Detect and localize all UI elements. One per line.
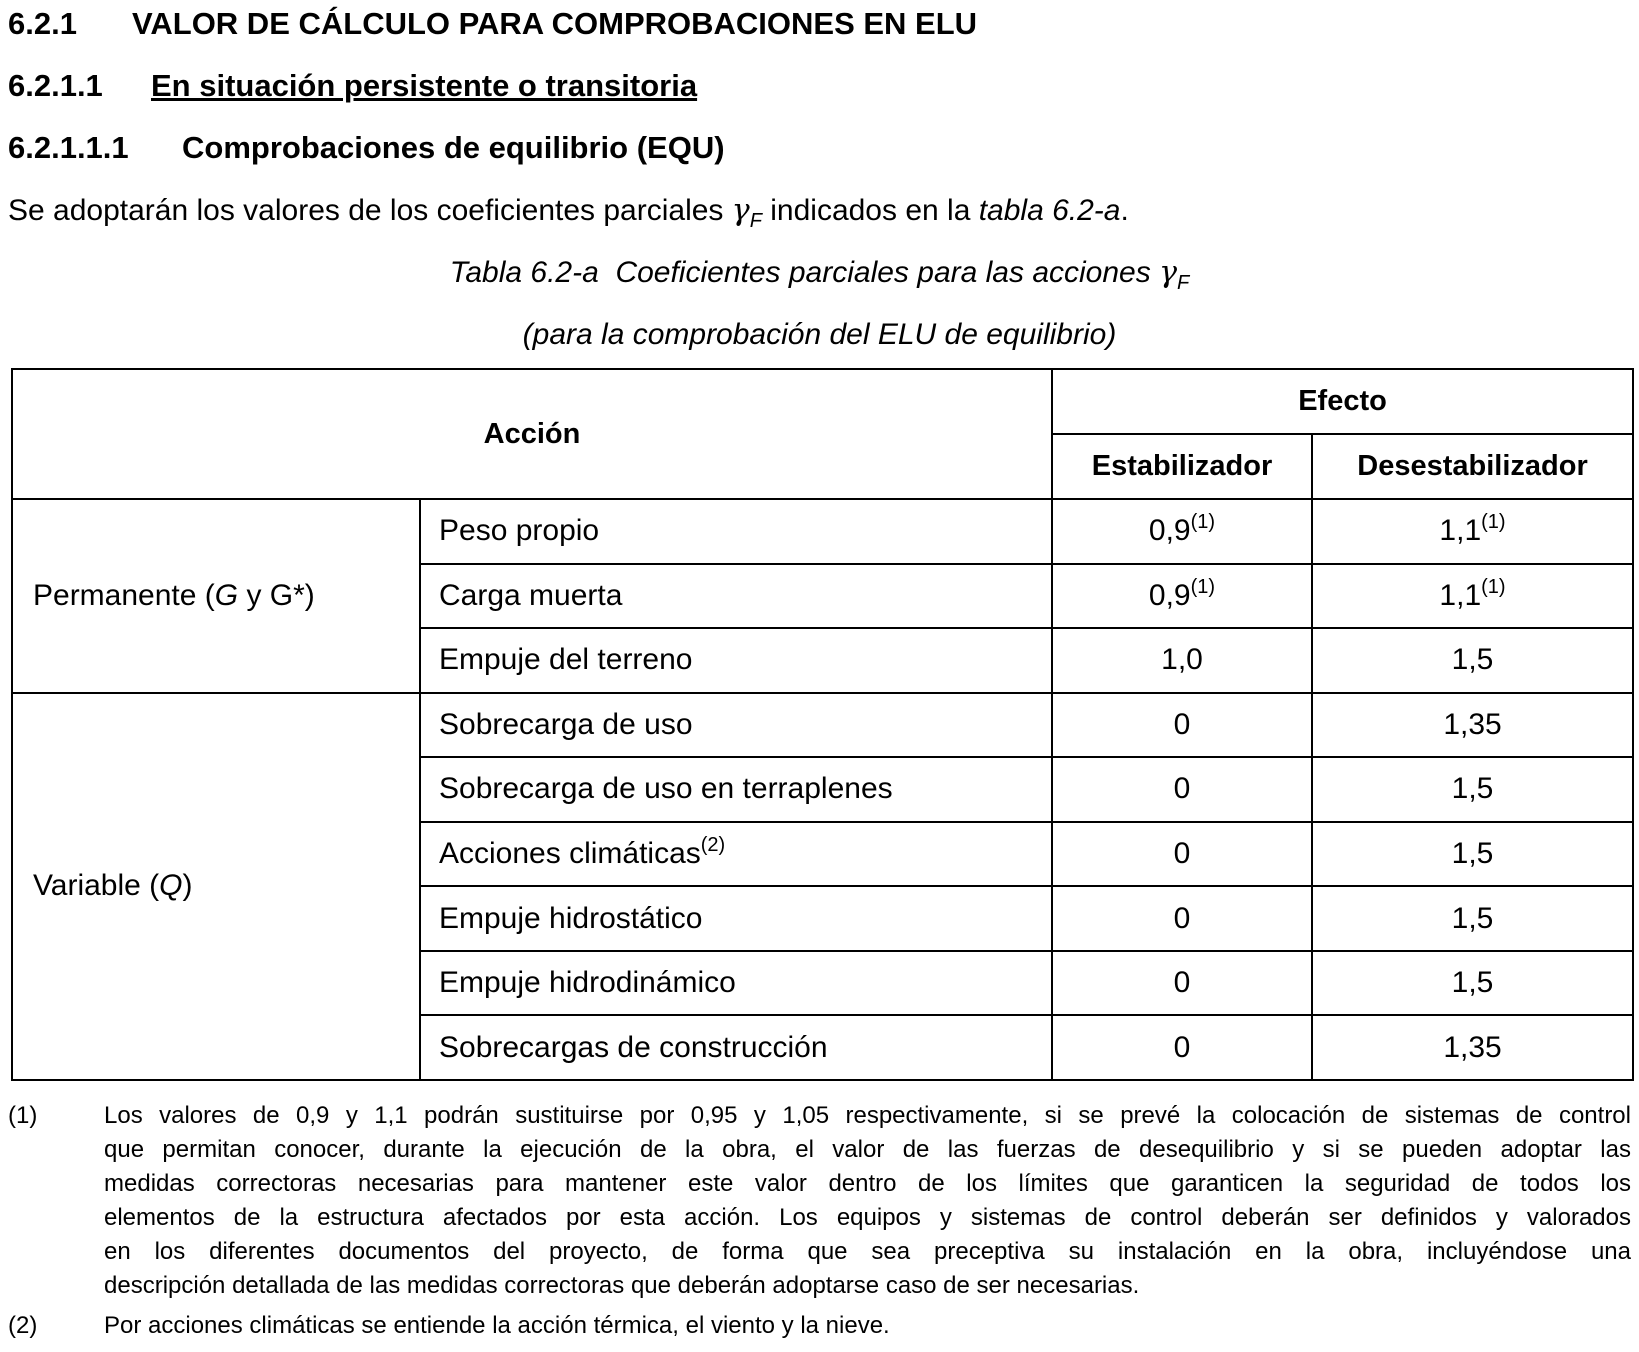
desest-cell <box>1312 499 1633 564</box>
desest-value: 1,35 <box>1443 707 1502 741</box>
accion-label: Empuje hidrodinámico <box>439 966 736 1000</box>
header-row <box>12 369 1633 434</box>
accion-label: Peso propio <box>439 514 600 548</box>
footnote-line: medidas correctoras necesarias para mantener este valor dentro de los límites que garanticen la seguridad de todos los <box>104 1170 1631 1197</box>
footnote-line: descripción detallada de las medidas correctoras que deberán adoptarse caso de ser necesarias. <box>104 1272 1140 1299</box>
subsection-heading <box>8 68 698 104</box>
estab-value: 0 <box>1173 966 1191 1000</box>
desest-cell <box>1312 693 1633 758</box>
accion-label: Carga muerta <box>439 578 623 612</box>
desest-value: 1,1 <box>1439 578 1482 612</box>
estab-cell <box>1052 499 1312 564</box>
intro-text-middle: indicados en la <box>761 194 979 227</box>
accion-cell <box>420 951 1052 1016</box>
footnote-text <box>104 1309 1631 1343</box>
estab-cell <box>1052 1015 1312 1080</box>
desest-cell <box>1312 822 1633 887</box>
desest-cell <box>1312 564 1633 629</box>
intro-text-before: Se adoptarán los valores de los coeficientes parciales <box>8 194 732 227</box>
group-symbol: G <box>214 578 239 612</box>
accion-label: Empuje hidrostático <box>439 901 703 935</box>
estab-cell <box>1052 822 1312 887</box>
footnote-line: que permitan conocer, durante la ejecución de la obra, el valor de las fuerzas de desequilibrio y si se pueden adoptar las <box>104 1136 1631 1163</box>
header-desestabilizador: Desestabilizador <box>1312 434 1633 500</box>
accion-cell <box>420 499 1052 564</box>
gamma-symbol: γ <box>731 193 750 228</box>
table-caption <box>0 255 1639 295</box>
accion-cell <box>420 757 1052 822</box>
footnote-2 <box>8 1309 1633 1345</box>
gamma-subscript: F <box>749 210 762 232</box>
estab-cell <box>1052 757 1312 822</box>
group-variable <box>12 693 420 1080</box>
desest-value: 1,5 <box>1451 772 1494 806</box>
desest-cell <box>1312 951 1633 1016</box>
group-symbol: Q <box>159 869 183 903</box>
desest-value: 1,5 <box>1451 837 1494 870</box>
group-label: Variable ( <box>33 869 160 903</box>
accion-cell <box>420 628 1052 693</box>
footnote-marker: (2) <box>8 1312 38 1339</box>
caption-text: Tabla 6.2-a Coeficientes parciales para las acciones <box>449 256 1160 289</box>
subsubsection-number: 6.2.1.1.1 <box>8 130 129 165</box>
footnote-line: Por acciones climáticas se entiende la acción térmica, el viento y la nieve. <box>104 1312 890 1339</box>
accion-label: Sobrecarga de uso en terraplenes <box>439 772 893 806</box>
group-label: Permanente ( <box>33 578 215 612</box>
footnote-line: Los valores de 0,9 y 1,1 podrán sustituirse por 0,95 y 1,05 respectivamente, si se prevé la colocación de sistemas de control <box>104 1102 1631 1129</box>
accion-cell <box>420 1015 1052 1080</box>
estab-value: 0,9 <box>1148 514 1191 548</box>
estab-cell <box>1052 886 1312 951</box>
accion-cell <box>420 822 1052 887</box>
accion-label: Sobrecarga de uso <box>439 707 693 741</box>
table-reference: tabla 6.2-a <box>978 194 1121 227</box>
estab-cell <box>1052 628 1312 693</box>
estab-value: 0 <box>1173 837 1191 870</box>
subsection-title: En situación persistente o transitoria <box>151 68 698 103</box>
section-heading <box>8 6 978 42</box>
accion-cell <box>420 564 1052 629</box>
accion-label: Acciones climáticas <box>439 837 701 870</box>
accion-cell <box>420 886 1052 951</box>
section-title: VALOR DE CÁLCULO PARA COMPROBACIONES EN ELU <box>132 6 978 41</box>
footnote-1 <box>8 1099 1633 1309</box>
caption-gamma-subscript: F <box>1177 272 1190 294</box>
estab-value: 0 <box>1173 707 1191 741</box>
footnote-ref: (2) <box>700 834 726 856</box>
intro-text-after: . <box>1120 194 1129 227</box>
header-estabilizador: Estabilizador <box>1052 434 1312 500</box>
accion-label: Sobrecargas de construcción <box>439 1030 828 1064</box>
coefficients-table <box>11 368 1634 1081</box>
desest-cell <box>1312 757 1633 822</box>
estab-cell <box>1052 564 1312 629</box>
group-label-end: ) <box>182 869 193 903</box>
header-efecto: Efecto <box>1052 369 1633 434</box>
group-permanente <box>12 499 420 693</box>
footnote-text <box>104 1099 1631 1303</box>
subsection-number: 6.2.1.1 <box>8 68 103 103</box>
desest-value: 1,5 <box>1451 643 1494 677</box>
intro-paragraph <box>8 193 1129 233</box>
group-label-end: y G*) <box>238 578 315 612</box>
desest-value: 1,5 <box>1451 966 1494 1000</box>
table-row <box>12 693 1633 758</box>
footnote-line: elementos de la estructura afectados por esta acción. Los equipos y sistemas de control deberán ser definidos y valorados <box>104 1204 1631 1231</box>
table-caption-subtitle: (para la comprobación del ELU de equilibrio) <box>522 318 1117 351</box>
desest-value: 1,1 <box>1439 514 1482 548</box>
desest-value: 1,5 <box>1451 901 1494 935</box>
desest-cell <box>1312 628 1633 693</box>
estab-cell <box>1052 693 1312 758</box>
accion-label: Empuje del terreno <box>439 643 693 677</box>
caption-gamma-symbol: γ <box>1159 255 1177 290</box>
accion-cell <box>420 693 1052 758</box>
estab-value: 0,9 <box>1148 578 1191 612</box>
table-row <box>12 499 1633 564</box>
subsubsection-title: Comprobaciones de equilibrio (EQU) <box>182 130 725 165</box>
desest-cell <box>1312 1015 1633 1080</box>
footnote-marker: (1) <box>8 1102 38 1129</box>
footnote-line: en los diferentes documentos del proyecto, de forma que sea preceptiva su instalación en la obra, incluyéndose una <box>104 1238 1631 1265</box>
estab-value: 1,0 <box>1161 643 1203 677</box>
header-accion: Acción <box>12 369 1052 499</box>
estab-value: 0 <box>1173 1030 1191 1064</box>
footnote-ref: (1) <box>1481 575 1506 598</box>
estab-value: 0 <box>1173 901 1191 935</box>
subsubsection-heading <box>8 130 725 166</box>
desest-cell <box>1312 886 1633 951</box>
footnote-ref: (1) <box>1190 511 1216 534</box>
estab-value: 0 <box>1173 772 1191 806</box>
estab-cell <box>1052 951 1312 1016</box>
section-number: 6.2.1 <box>8 6 77 41</box>
desest-value: 1,35 <box>1443 1030 1502 1064</box>
footnote-ref: (1) <box>1481 511 1506 534</box>
footnote-ref: (1) <box>1190 575 1216 598</box>
